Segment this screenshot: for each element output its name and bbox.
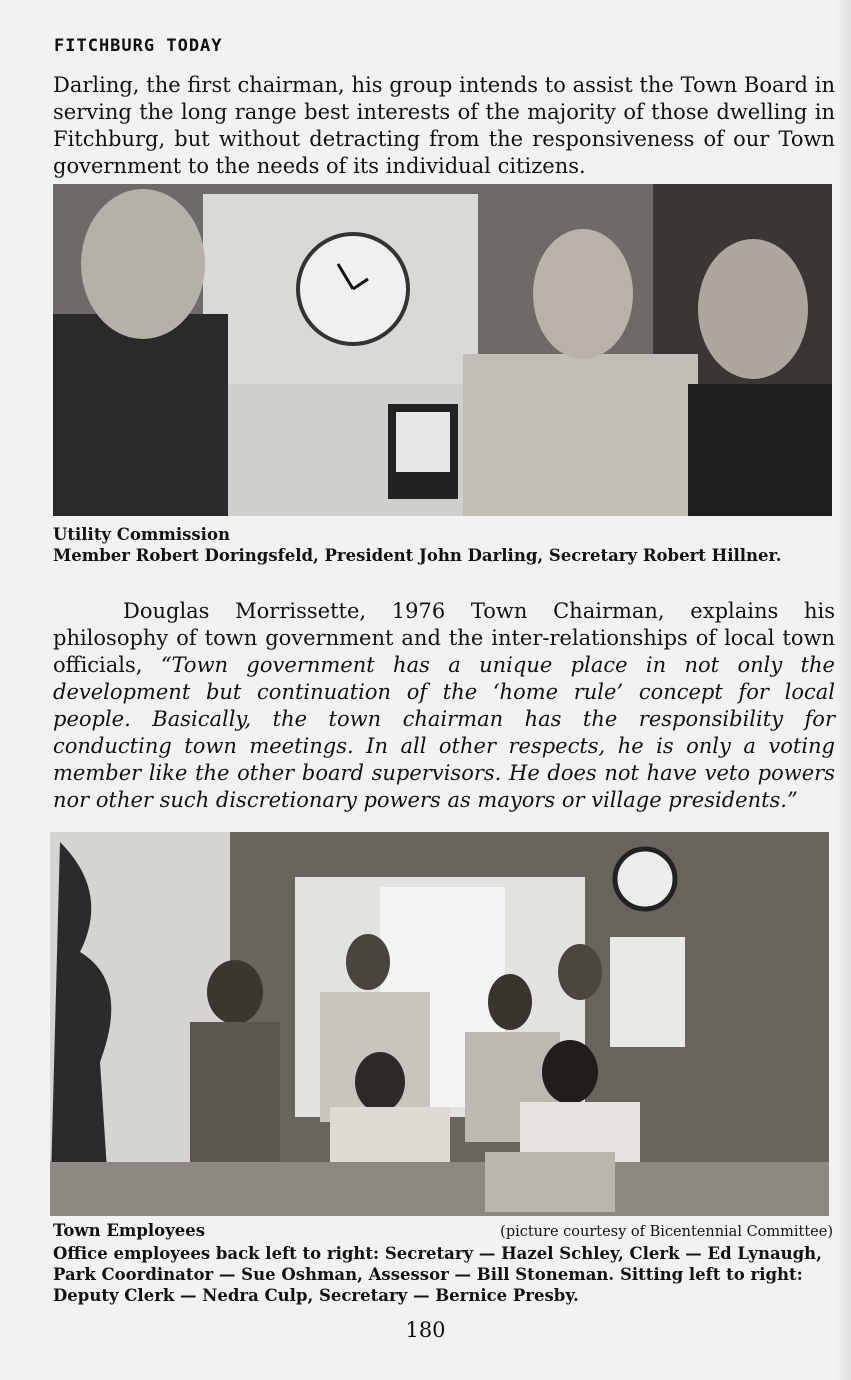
page-edge-shadow [837, 0, 851, 1380]
caption-sitting: Sitting left to right: Deputy Clerk — Nedra Culp, Secretary — Bernice Presby. [53, 1265, 803, 1305]
utility-commission-photo [53, 184, 832, 516]
page-number: 180 [405, 1318, 446, 1342]
town-employees-photo [50, 832, 829, 1216]
paragraph-lead: Douglas Morrissette, 1976 Town Chairman, explains his philosophy of town government and the inter-relationships of local town officials, [53, 599, 835, 677]
chairman-quote: “Town government has a unique place in not only the development but continuation of the ‘home rule’ concept for local people. Basically, the town chairman has the responsibility for conducting town meetings. In all other respects, he is only a voting member like the other board supervisors. He does not have veto powers nor other such discretionary powers as mayors or village presidents.” [53, 653, 835, 812]
paragraph-chairman [53, 598, 835, 814]
caption-text: Member Robert Doringsfeld, President John Darling, Secretary Robert Hillner. [53, 546, 782, 565]
utility-commission-caption [53, 524, 833, 566]
caption-title: Utility Commission [53, 525, 230, 544]
caption-standing: Office employees back left to right: Secretary — Hazel Schley, Clerk — Ed Lynaugh, Park Coordinator — Sue Oshman, Assessor — Bill Stoneman. [53, 1244, 822, 1284]
town-employees-caption [53, 1220, 833, 1306]
photo-credit: (picture courtesy of Bicentennial Committee) [500, 1224, 833, 1240]
caption-title: Town Employees [53, 1221, 206, 1240]
paragraph-intro: Darling, the first chairman, his group intends to assist the Town Board in serving the long range best interests of the majority of those dwelling in Fitchburg, but without detracting from the responsiveness of our Town government to the needs of its individual citizens. [53, 73, 835, 178]
running-header: FITCHBURG TODAY [54, 36, 223, 56]
